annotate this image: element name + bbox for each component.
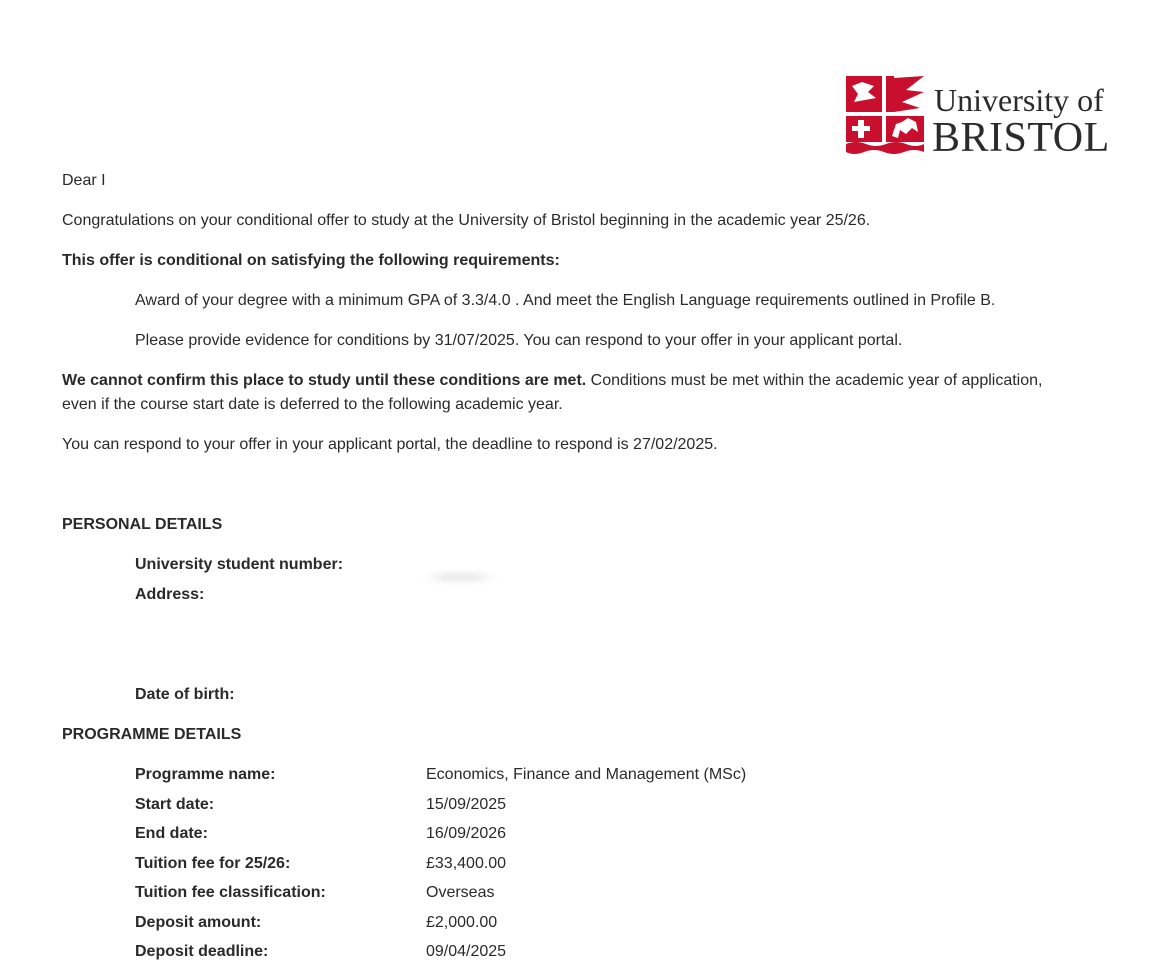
university-crest-icon [846,76,924,154]
condition-item-2: Please provide evidence for conditions by 31/07/2025. You can respond to your offer in your applicant portal. [135,332,903,349]
programme-name-label: Programme name: [135,766,276,783]
conditions-heading: This offer is conditional on satisfying the following requirements: [62,252,560,269]
start-date-value: 15/09/2025 [426,796,507,813]
tuition-fee-value: £33,400.00 [426,855,507,872]
address-label: Address: [135,586,205,603]
start-date-label: Start date: [135,796,215,813]
redacted-value [425,572,495,582]
greeting: Dear I [62,172,106,189]
end-date-label: End date: [135,825,208,842]
confirmation-bold: We cannot confirm this place to study until these conditions are met. [62,372,587,389]
deposit-amount-label: Deposit amount: [135,914,262,931]
university-logo [846,76,1116,161]
tuition-fee-label: Tuition fee for 25/26: [135,855,291,872]
deposit-deadline-value: 09/04/2025 [426,943,507,960]
student-number-label: University student number: [135,556,344,573]
end-date-value: 16/09/2026 [426,825,507,842]
deposit-amount-value: £2,000.00 [426,914,498,931]
fee-classification-value: Overseas [426,884,495,901]
confirmation-rest: Conditions must be met within the academic year of application, [586,372,1043,389]
personal-details-heading: PERSONAL DETAILS [62,516,223,533]
confirmation-paragraph [62,371,1042,391]
logo-text-line1: University of [934,82,1104,118]
logo-text-line2: BRISTOL [932,115,1110,161]
programme-name-value: Economics, Finance and Management (MSc) [426,766,747,783]
fee-classification-label: Tuition fee classification: [135,884,326,901]
congratulations-text: Congratulations on your conditional offer to study at the University of Bristol beginning in the academic year 25/26. [62,212,871,229]
condition-item-1: Award of your degree with a minimum GPA of 3.3/4.0 . And meet the English Language requirements outlined in Profile B. [135,292,996,309]
confirmation-line-2: even if the course start date is deferred to the following academic year. [62,396,563,413]
programme-details-heading: PROGRAMME DETAILS [62,726,242,743]
date-of-birth-label: Date of birth: [135,686,235,703]
deposit-deadline-label: Deposit deadline: [135,943,269,960]
respond-deadline-text: You can respond to your offer in your applicant portal, the deadline to respond is 27/02/2025. [62,436,718,453]
